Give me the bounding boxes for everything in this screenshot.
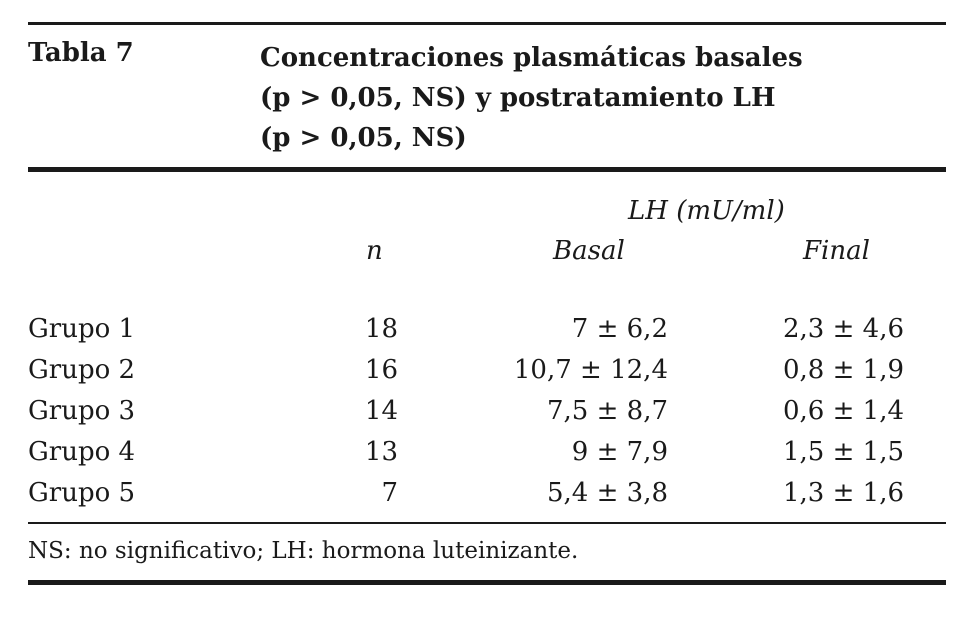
table-label: Tabla 7 (28, 38, 134, 68)
row-name: Grupo 2 (28, 355, 136, 385)
row-basal: 5,4 ± 3,8 (546, 478, 668, 508)
column-header-basal: Basal (553, 236, 625, 266)
row-basal: 10,7 ± 12,4 (513, 355, 668, 385)
column-header-final: Final (803, 236, 870, 266)
table-row (0, 396, 968, 436)
table-row (0, 355, 968, 395)
row-final: 1,5 ± 1,5 (782, 437, 904, 467)
row-name: Grupo 4 (28, 437, 136, 467)
row-n: 7 (381, 478, 398, 508)
table-title (260, 38, 803, 158)
top-rule (28, 22, 946, 25)
column-header-n: n (366, 236, 383, 266)
row-n: 13 (364, 437, 398, 467)
row-name: Grupo 5 (28, 478, 136, 508)
table-row (0, 478, 968, 518)
row-n: 16 (364, 355, 398, 385)
row-final: 0,8 ± 1,9 (782, 355, 904, 385)
row-final: 2,3 ± 4,6 (782, 314, 904, 344)
row-n: 14 (364, 396, 398, 426)
row-n: 18 (364, 314, 398, 344)
row-basal: 7 ± 6,2 (571, 314, 668, 344)
bottom-rule (28, 580, 946, 585)
row-final: 1,3 ± 1,6 (782, 478, 904, 508)
title-line: (p > 0,05, NS) y postratamiento LH (260, 83, 776, 113)
row-basal: 9 ± 7,9 (571, 437, 668, 467)
table-footnote: NS: no significativo; LH: hormona luteinizante. (28, 538, 579, 564)
footer-rule (28, 522, 946, 524)
row-name: Grupo 3 (28, 396, 136, 426)
lh-group-header: LH (mU/ml) (628, 196, 785, 226)
row-basal: 7,5 ± 8,7 (546, 396, 668, 426)
header-rule (28, 167, 946, 172)
title-line: Concentraciones plasmáticas basales (260, 43, 803, 73)
table-row (0, 437, 968, 477)
row-name: Grupo 1 (28, 314, 136, 344)
row-final: 0,6 ± 1,4 (782, 396, 904, 426)
table-row (0, 314, 968, 354)
title-line: (p > 0,05, NS) (260, 123, 467, 153)
